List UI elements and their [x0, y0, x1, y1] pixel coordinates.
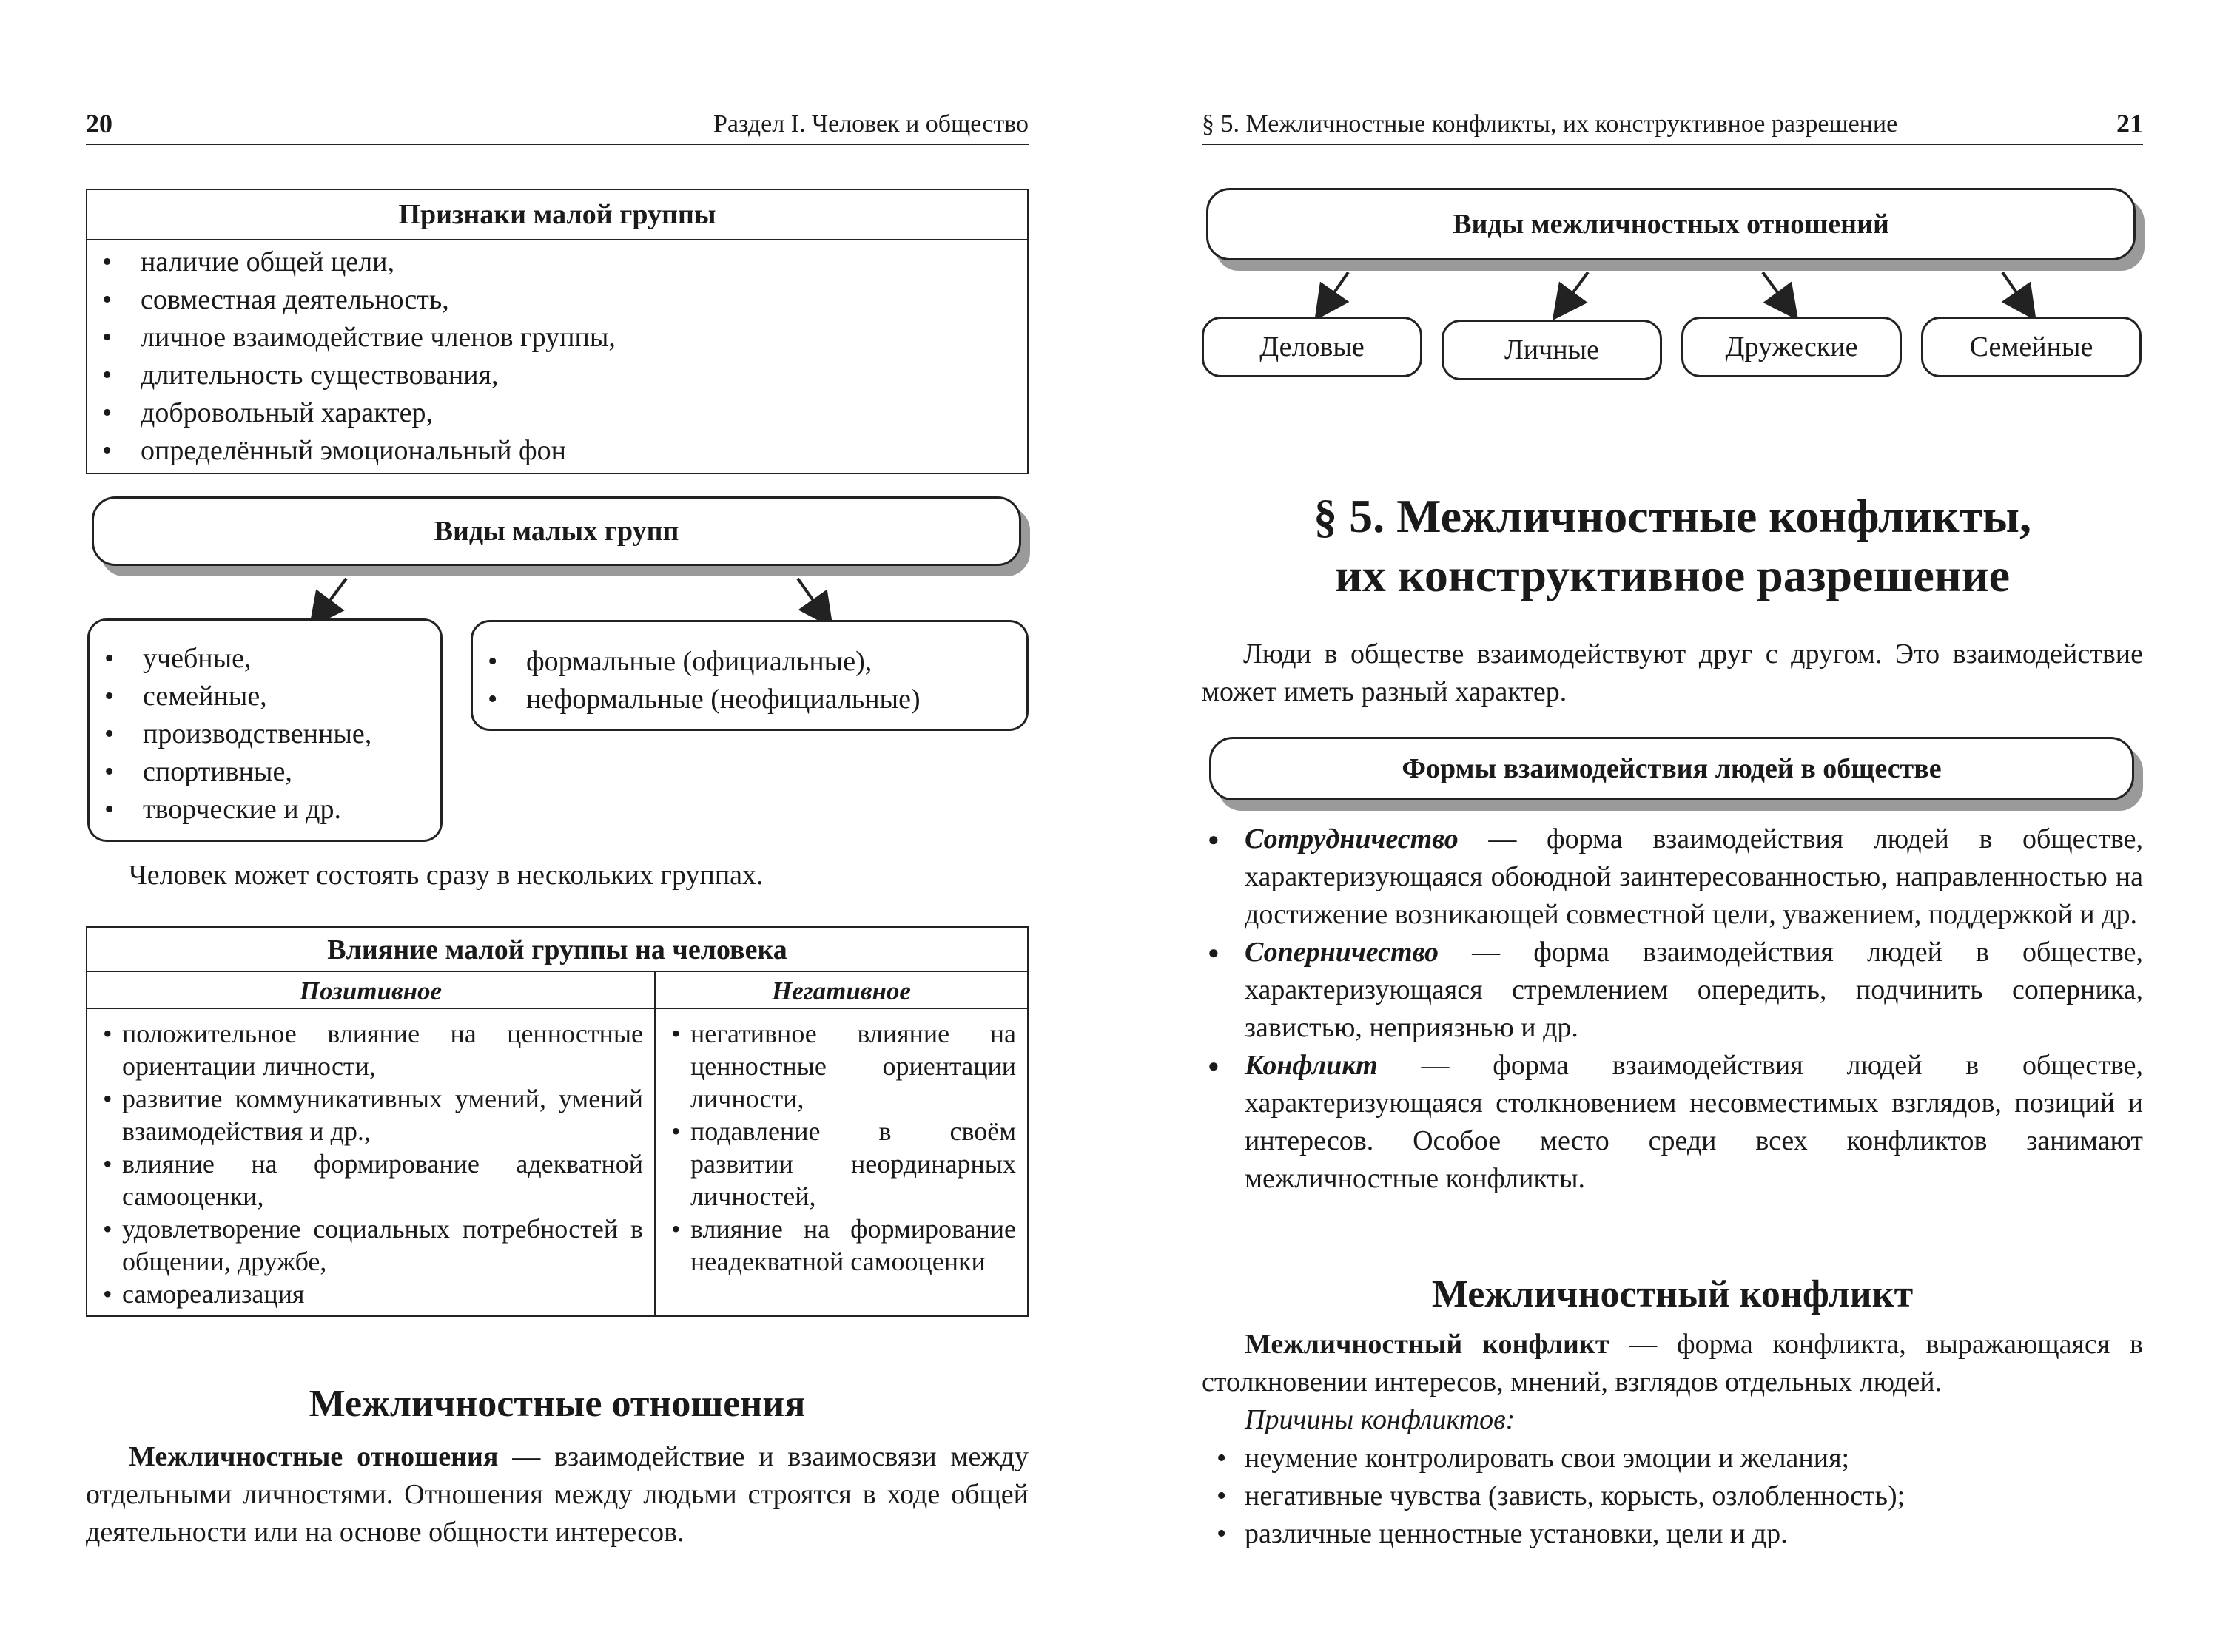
- arrow: [1325, 272, 1348, 306]
- list-item: • добровольный характер,: [87, 394, 1027, 432]
- term: Соперничество: [1245, 937, 1439, 968]
- list-item: • негативные чувства (зависть, корысть, озлобленность);: [1202, 1477, 2143, 1515]
- list-item: • неформальные (неофициальные): [473, 681, 1026, 718]
- list-item: • семейные,: [90, 678, 440, 715]
- term: Межличностные отношения: [129, 1441, 499, 1472]
- definition: — форма конфликта, выражающаяся в столкновении интересов, мнений, взглядов отдельных людей.: [1202, 1329, 2143, 1398]
- header-rule: [86, 144, 1029, 145]
- list-item: • совместная деятельность,: [87, 281, 1027, 319]
- arrow: [1563, 272, 1588, 306]
- small-group-signs-table: [86, 189, 1029, 474]
- forms-header: Формы взаимодействия людей в обществе: [1209, 737, 2134, 800]
- column-header-positive: Позитивное: [87, 971, 655, 1008]
- list-item: • учебные,: [90, 640, 440, 678]
- causes-label: Причины конфликтов:: [1245, 1404, 1516, 1435]
- subsection-heading: Межличностный конфликт: [1431, 1273, 1914, 1315]
- list-item: • положительное влияние на ценностные ориентации личности,: [95, 1017, 643, 1082]
- list-item: • развитие коммуникативных умений, умений взаимодействия и др.,: [95, 1082, 643, 1147]
- definition: — форма взаимодействия людей в обществе, характеризующаяся стремлением опередить, подчинить соперника, завистью, неприязнью и др.: [1245, 937, 2143, 1043]
- positive-cell: [87, 1008, 655, 1316]
- list-item: • длительность существования,: [87, 357, 1027, 394]
- relation-type-box: Личные: [1442, 320, 1662, 380]
- group-types-list: [90, 640, 440, 829]
- term: Межличностный конфликт: [1245, 1329, 1610, 1360]
- list-item: • спортивные,: [90, 753, 440, 791]
- negative-cell: [655, 1008, 1028, 1316]
- small-group-types-header: Виды малых групп: [92, 496, 1021, 566]
- column-header-negative: Негативное: [655, 971, 1028, 1008]
- page-number: 20: [86, 109, 112, 138]
- list-item: • личное взаимодействие членов группы,: [87, 319, 1027, 357]
- list-item: • определённый эмоциональный фон: [87, 432, 1027, 470]
- section-title: [1202, 487, 2143, 605]
- list-item: • подавление в своём развитии неординарных личностей,: [664, 1115, 1016, 1213]
- right-page: [1110, 0, 2220, 1652]
- relations-types-header: Виды межличностных отношений: [1206, 188, 2136, 260]
- list-item: • негативное влияние на ценностные ориентации личности,: [664, 1017, 1016, 1115]
- list-item: • наличие общей цели,: [87, 243, 1027, 281]
- note-paragraph: Человек может состоять сразу в нескольких группах.: [129, 860, 764, 891]
- list-item: [1202, 1047, 2143, 1198]
- relation-type-box: Деловые: [1202, 317, 1422, 377]
- list-item: [1202, 934, 2143, 1047]
- conflict-paragraph: [1202, 1326, 2143, 1401]
- definition: — взаимодействие и взаимосвязи между отдельными личностями. Отношения между людьми строятся в ходе общей деятельности или на основе общности интересов.: [86, 1441, 1029, 1548]
- header-rule: [1202, 144, 2143, 145]
- running-head: Раздел I. Человек и общество: [713, 110, 1029, 138]
- page-number: 21: [2116, 109, 2143, 138]
- group-types-list: [473, 643, 1026, 718]
- list-item: • влияние на формирование неадекватной самооценки: [664, 1213, 1016, 1278]
- intro-paragraph: Люди в обществе взаимодействуют друг с другом. Это взаимодействие может иметь разный характер.: [1202, 638, 2143, 707]
- relation-type-box: Дружеские: [1681, 317, 1902, 377]
- term: Сотрудничество: [1245, 823, 1459, 854]
- table-title: Признаки малой группы: [87, 190, 1027, 240]
- list-item: • удовлетворение социальных потребностей в общении, дружбе,: [95, 1213, 643, 1278]
- influence-table: [86, 926, 1029, 1317]
- section-title-line: их конструктивное разрешение: [1334, 549, 2011, 601]
- diagram-arrows: [1110, 265, 2220, 320]
- arrow: [2002, 272, 2026, 306]
- list-item: • различные ценностные установки, цели и др.: [1202, 1515, 2143, 1553]
- group-types-box-right: [471, 620, 1029, 731]
- causes-list: [1202, 1440, 2143, 1553]
- section-title-line: § 5. Межличностные конфликты,: [1314, 490, 2031, 542]
- signs-list: [87, 243, 1027, 470]
- list-item: • производственные,: [90, 715, 440, 753]
- forms-list: [1202, 820, 2143, 1198]
- list-item: • самореализация: [95, 1278, 643, 1310]
- relation-type-box: Семейные: [1921, 317, 2142, 377]
- relations-paragraph: [86, 1438, 1029, 1551]
- positive-list: [88, 1010, 653, 1315]
- list-item: • влияние на формирование адекватной самооценки,: [95, 1147, 643, 1213]
- section-heading: Межличностные отношения: [309, 1383, 806, 1425]
- definition: — форма взаимодействия людей в обществе, характеризующаяся столкновением несовместимых взглядов, позиций и интересов. Особое место среди всех конфликтов занимают межличностные конфликты.: [1245, 1050, 2143, 1194]
- list-item: • неумение контролировать свои эмоции и желания;: [1202, 1440, 2143, 1477]
- arrow-right: [798, 579, 823, 614]
- arrow: [1763, 272, 1788, 306]
- list-item: • формальные (официальные),: [473, 643, 1026, 681]
- table-title: Влияние малой группы на человека: [87, 927, 1028, 971]
- negative-list: [656, 1010, 1026, 1282]
- arrow-left: [320, 579, 346, 614]
- definition: — форма взаимодействия людей в обществе, характеризующаяся обоюдной заинтересованностью, направленностью на достижение возникающей совместной цели, уважением, поддержкой и др.: [1245, 823, 2143, 930]
- list-item: • творческие и др.: [90, 791, 440, 829]
- list-item: [1202, 820, 2143, 934]
- running-head: § 5. Межличностные конфликты, их конструктивное разрешение: [1202, 110, 1898, 138]
- group-types-box-left: [87, 618, 443, 842]
- term: Конфликт: [1245, 1050, 1378, 1081]
